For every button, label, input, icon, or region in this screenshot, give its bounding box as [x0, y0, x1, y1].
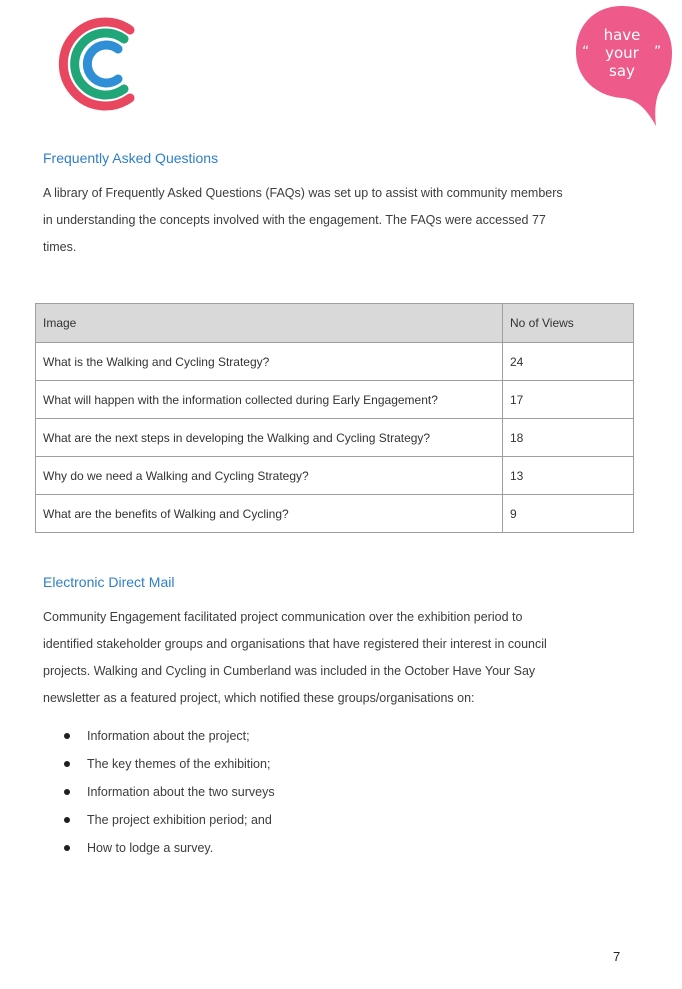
logo-text-line-2: your	[605, 44, 639, 62]
list-item	[63, 806, 275, 834]
faq-question-cell: Why do we need a Walking and Cycling Strategy?	[36, 457, 503, 495]
edm-bullet-list	[63, 722, 275, 862]
faq-question-cell: What will happen with the information collected during Early Engagement?	[36, 381, 503, 419]
faq-intro-line: in understanding the concepts involved with the engagement. The FAQs were accessed 77	[43, 213, 546, 227]
list-item	[63, 722, 275, 750]
list-item	[63, 750, 275, 778]
faq-question-cell: What are the benefits of Walking and Cycling?	[36, 495, 503, 533]
page-number: 7	[613, 949, 621, 964]
faq-intro-line: times.	[43, 240, 77, 254]
list-item	[63, 778, 275, 806]
faq-intro-line: A library of Frequently Asked Questions (FAQs) was set up to assist with community members	[43, 186, 563, 200]
table-row	[36, 495, 634, 533]
table-header-row	[36, 304, 634, 343]
table-row	[36, 457, 634, 495]
column-header-views: No of Views	[503, 304, 634, 343]
svg-text:”: ”	[654, 44, 662, 60]
faq-views-cell: 24	[503, 343, 634, 381]
list-item	[63, 834, 275, 862]
edm-heading: Electronic Direct Mail	[43, 574, 175, 590]
edm-paragraph	[43, 604, 633, 712]
list-item-text: Information about the project;	[87, 729, 250, 743]
faq-views-table	[35, 303, 634, 533]
logo-text-line-1: have	[603, 26, 641, 44]
have-your-say-logo	[572, 4, 674, 128]
edm-paragraph-line: newsletter as a featured project, which notified these groups/organisations on:	[43, 691, 475, 705]
logo-text-line-3: say	[609, 62, 635, 80]
list-item-text: The project exhibition period; and	[87, 813, 272, 827]
list-item-text: Information about the two surveys	[87, 785, 275, 799]
table-row	[36, 419, 634, 457]
faq-intro	[43, 180, 633, 261]
faq-views-cell: 17	[503, 381, 634, 419]
faq-views-cell: 13	[503, 457, 634, 495]
faq-question-cell: What is the Walking and Cycling Strategy?	[36, 343, 503, 381]
bullet-dot-icon	[64, 761, 70, 767]
list-item-text: How to lodge a survey.	[87, 841, 214, 855]
column-header-image: Image	[36, 304, 503, 343]
faq-heading: Frequently Asked Questions	[43, 150, 219, 166]
faq-question-cell: What are the next steps in developing the Walking and Cycling Strategy?	[36, 419, 503, 457]
table-row	[36, 343, 634, 381]
list-item-text: The key themes of the exhibition;	[87, 757, 271, 771]
faq-views-cell: 9	[503, 495, 634, 533]
bullet-dot-icon	[64, 733, 70, 739]
bullet-dot-icon	[64, 817, 70, 823]
edm-paragraph-line: Community Engagement facilitated project communication over the exhibition period to	[43, 610, 523, 624]
table-row	[36, 381, 634, 419]
edm-paragraph-line: identified stakeholder groups and organisations that have registered their interest in council	[43, 637, 547, 651]
bullet-dot-icon	[64, 789, 70, 795]
edm-paragraph-line: projects. Walking and Cycling in Cumberland was included in the October Have Your Say	[43, 664, 536, 678]
council-c-logo-icon	[46, 14, 142, 114]
bullet-dot-icon	[64, 845, 70, 851]
faq-views-cell: 18	[503, 419, 634, 457]
svg-text:“: “	[582, 44, 590, 60]
